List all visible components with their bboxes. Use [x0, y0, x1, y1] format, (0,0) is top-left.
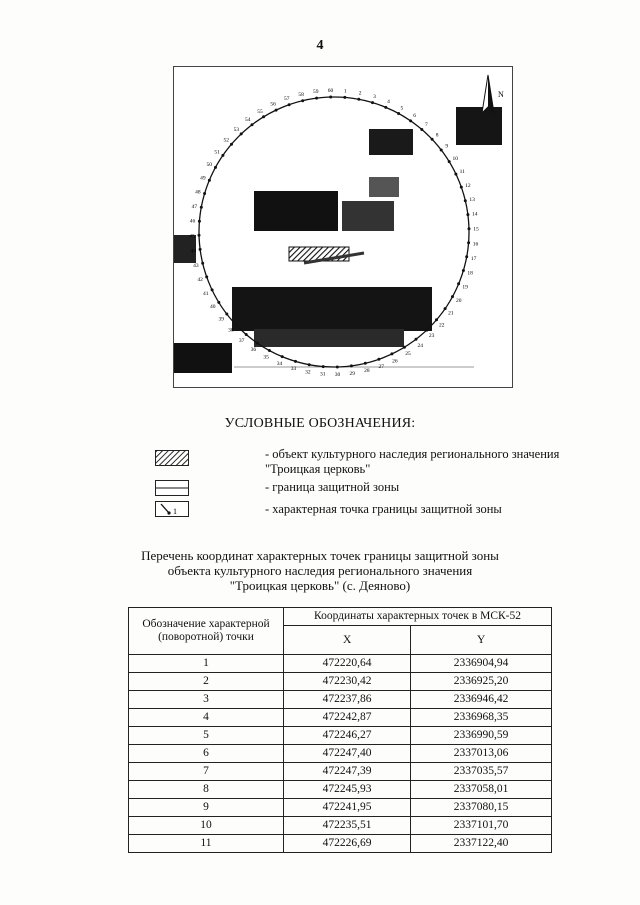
boundary-point-label: 26: [392, 358, 398, 365]
boundary-point: [211, 288, 214, 291]
table-cell-y: 2336968,35: [411, 709, 552, 727]
boundary-point: [329, 96, 332, 99]
boundary-point: [336, 366, 339, 369]
table-cell-y: 2336925,20: [411, 673, 552, 691]
map-building: [342, 201, 394, 231]
table-cell-y: 2336904,94: [411, 655, 552, 673]
boundary-point-label: 53: [233, 126, 240, 133]
boundary-point-label: 40: [210, 304, 216, 310]
boundary-point-label: 2: [358, 90, 362, 97]
coordinates-table: [128, 607, 552, 853]
boundary-point: [468, 227, 471, 230]
boundary-point-label: 34: [276, 361, 283, 368]
table-cell-n: 8: [129, 781, 284, 799]
boundary-point: [230, 143, 233, 146]
table-cell-y: 2337013,06: [411, 745, 552, 763]
table-cell-n: 2: [129, 673, 284, 691]
header-coordinates: Координаты характерных точек в МСК-52: [284, 608, 552, 626]
table-cell-n: 10: [129, 817, 284, 835]
map-building: [369, 177, 399, 197]
boundary-point: [364, 362, 367, 365]
map-building: [369, 129, 413, 155]
boundary-point: [256, 342, 259, 345]
boundary-point: [467, 241, 470, 244]
map-drawing: [174, 67, 512, 387]
boundary-point: [435, 318, 438, 321]
boundary-point-label: 29: [349, 370, 356, 377]
table-cell-x: 472245,93: [284, 781, 411, 799]
table-row: [129, 655, 552, 673]
table-row: [129, 817, 552, 835]
boundary-point-label: 41: [202, 290, 209, 297]
legend-text: - объект культурного наследия регионального значения "Троицкая церковь": [265, 447, 560, 476]
table-row: [129, 709, 552, 727]
boundary-point-label: 4: [387, 98, 390, 105]
table-cell-x: 472237,86: [284, 691, 411, 709]
boundary-point: [199, 248, 202, 251]
boundary-point-label: 15: [473, 226, 479, 233]
boundary-point-label: 7: [425, 122, 428, 129]
boundary-point-label: 39: [218, 316, 224, 323]
boundary-point: [288, 103, 291, 106]
legend-title: УСЛОВНЫЕ ОБОЗНАЧЕНИЯ:: [224, 416, 416, 431]
boundary-point: [409, 119, 412, 122]
boundary-point: [390, 352, 393, 355]
table-cell-y: 2337122,40: [411, 835, 552, 853]
boundary-point-label: 21: [448, 310, 454, 317]
table-row: [129, 763, 552, 781]
table-row: [129, 799, 552, 817]
boundary-point-label: 17: [470, 256, 477, 263]
boundary-point-label: 54: [244, 117, 251, 124]
legend-item-cultural-object: [155, 447, 560, 479]
boundary-point: [460, 186, 463, 189]
boundary-point: [251, 123, 254, 126]
table-row: [129, 727, 552, 745]
table-row: [129, 745, 552, 763]
boundary-point-label: 32: [305, 369, 311, 376]
boundary-point: [225, 313, 228, 316]
boundary-point: [322, 365, 325, 368]
boundary-point: [245, 333, 248, 336]
boundary-point-label: 49: [200, 175, 206, 182]
boundary-point-label: 18: [467, 270, 473, 277]
boundary-point: [425, 329, 428, 332]
map-building: [254, 191, 338, 231]
coordinates-table-body: [129, 655, 552, 853]
boundary-point-label: 60: [327, 88, 334, 94]
boundary-point-label: 52: [223, 137, 229, 144]
boundary-point-label: 3: [373, 93, 376, 100]
table-cell-n: 4: [129, 709, 284, 727]
table-cell-n: 3: [129, 691, 284, 709]
boundary-point-label: 48: [195, 189, 201, 196]
boundary-point-label: 46: [189, 218, 196, 225]
legend-item-point: [155, 500, 555, 520]
boundary-point: [200, 206, 203, 209]
boundary-point: [294, 360, 297, 363]
boundary-point-label: 58: [298, 91, 304, 98]
page-number: 4: [316, 38, 324, 53]
point-marker-swatch-icon: [155, 501, 189, 517]
boundary-point: [201, 262, 204, 265]
list-title-line: "Троицкая церковь" (с. Деяново): [229, 578, 411, 593]
boundary-point: [214, 166, 217, 169]
table-cell-x: 472247,39: [284, 763, 411, 781]
table-cell-n: 11: [129, 835, 284, 853]
boundary-point: [205, 275, 208, 278]
table-cell-x: 472247,40: [284, 745, 411, 763]
boundary-point-label: 9: [445, 143, 449, 150]
boundary-point-label: 56: [270, 101, 276, 108]
table-cell-y: 2337101,70: [411, 817, 552, 835]
protection-zone-map: [173, 66, 513, 388]
boundary-point-label: 23: [428, 333, 435, 340]
boundary-point-label: 37: [238, 337, 245, 344]
table-cell-x: 472235,51: [284, 817, 411, 835]
table-row: [129, 781, 552, 799]
point-symbol-label: 1: [173, 507, 177, 516]
legend-item-boundary: [155, 478, 555, 498]
boundary-point-label: 31: [319, 371, 326, 378]
map-cultural-object: [289, 247, 349, 261]
table-cell-x: 472241,95: [284, 799, 411, 817]
boundary-point-label: 6: [413, 113, 416, 120]
boundary-point: [308, 363, 311, 366]
boundary-point: [371, 101, 374, 104]
boundary-point: [281, 355, 284, 358]
boundary-point-label: 51: [214, 149, 220, 156]
boundary-point: [234, 323, 237, 326]
boundary-point-label: 44: [190, 248, 196, 255]
map-building: [174, 343, 232, 373]
boundary-point: [240, 132, 243, 135]
boundary-point-label: 47: [191, 203, 198, 210]
north-label: N: [498, 90, 504, 99]
boundary-point-label: 5: [400, 105, 404, 112]
boundary-point: [465, 255, 468, 258]
boundary-point: [420, 128, 423, 131]
table-cell-y: 2337080,15: [411, 799, 552, 817]
table-cell-y: 2337035,57: [411, 763, 552, 781]
boundary-point-label: 42: [197, 277, 203, 284]
boundary-point: [315, 97, 318, 100]
table-cell-n: 1: [129, 655, 284, 673]
boundary-point: [357, 98, 360, 101]
boundary-point: [217, 301, 220, 304]
boundary-point-label: 36: [250, 346, 257, 353]
boundary-point-label: 27: [378, 363, 384, 370]
map-building: [232, 287, 432, 331]
boundary-point: [462, 269, 465, 272]
table-cell-n: 5: [129, 727, 284, 745]
boundary-point: [198, 234, 201, 237]
boundary-point: [350, 364, 353, 367]
boundary-point-label: 8: [435, 132, 439, 139]
coordinates-list-title: [0, 548, 640, 593]
list-title-line: Перечень координат характерных точек границы защитной зоны: [141, 548, 499, 563]
table-cell-y: 2337058,01: [411, 781, 552, 799]
boundary-point: [384, 106, 387, 109]
boundary-point-label: 50: [206, 162, 213, 169]
boundary-point-label: 59: [312, 89, 319, 96]
boundary-point: [397, 112, 400, 115]
boundary-point: [275, 109, 278, 112]
boundary-point: [301, 99, 304, 102]
boundary-point: [457, 282, 460, 285]
boundary-point: [208, 179, 211, 182]
boundary-point: [377, 358, 380, 361]
boundary-point: [440, 149, 443, 152]
map-building: [456, 107, 502, 145]
boundary-point: [203, 192, 206, 195]
legend-text: - граница защитной зоны: [265, 480, 400, 494]
boundary-point-label: 38: [228, 327, 234, 334]
legend-text: - характерная точка границы защитной зоны: [265, 502, 502, 516]
table-cell-y: 2336946,42: [411, 691, 552, 709]
boundary-point: [415, 338, 418, 341]
map-building: [254, 329, 404, 347]
table-cell-x: 472230,42: [284, 673, 411, 691]
boundary-point-label: 1: [343, 88, 347, 95]
boundary-point: [268, 349, 271, 352]
boundary-point: [454, 173, 457, 176]
table-cell-y: 2336990,59: [411, 727, 552, 745]
table-row: [129, 691, 552, 709]
boundary-point: [466, 213, 469, 216]
table-row: [129, 673, 552, 691]
boundary-point-label: 35: [263, 354, 269, 361]
boundary-point-label: 16: [472, 241, 479, 248]
boundary-point-label: 25: [405, 351, 411, 358]
boundary-line-swatch-icon: [155, 480, 189, 496]
boundary-point-label: 22: [439, 322, 445, 329]
table-cell-x: 472242,87: [284, 709, 411, 727]
boundary-point-label: 30: [334, 372, 341, 378]
boundary-point-label: 28: [364, 368, 370, 375]
boundary-point-label: 24: [417, 342, 424, 349]
boundary-point-label: 19: [462, 284, 468, 291]
boundary-point-label: 57: [284, 96, 290, 103]
boundary-point-label: 20: [455, 297, 462, 304]
boundary-point: [451, 295, 454, 298]
boundary-point: [464, 199, 467, 202]
table-cell-x: 472220,64: [284, 655, 411, 673]
table-cell-n: 6: [129, 745, 284, 763]
boundary-point-label: 45: [189, 233, 195, 240]
boundary-point: [198, 220, 201, 223]
boundary-point: [448, 160, 451, 163]
boundary-point-label: 12: [465, 182, 471, 189]
hatched-swatch-icon: [155, 450, 189, 466]
table-cell-x: 472226,69: [284, 835, 411, 853]
boundary-point-label: 43: [193, 262, 199, 269]
boundary-point-label: 33: [290, 366, 297, 373]
boundary-point-label: 11: [459, 169, 465, 176]
header-point-designation: Обозначение характерной (поворотной) точки: [129, 608, 284, 655]
header-y: Y: [411, 626, 552, 655]
boundary-point-label: 13: [469, 197, 475, 204]
boundary-point: [403, 346, 406, 349]
boundary-point-label: 10: [452, 156, 458, 162]
header-x: X: [284, 626, 411, 655]
boundary-point: [221, 154, 224, 157]
table-cell-n: 7: [129, 763, 284, 781]
map-buildings: [174, 107, 502, 373]
list-title-line: объекта культурного наследия регионального значения: [167, 563, 473, 578]
boundary-point: [431, 138, 434, 141]
table-cell-n: 9: [129, 799, 284, 817]
boundary-point-label: 14: [472, 211, 478, 218]
boundary-point: [262, 115, 265, 118]
boundary-point: [343, 96, 346, 99]
table-row: [129, 835, 552, 853]
boundary-point: [444, 307, 447, 310]
boundary-point-label: 55: [257, 108, 263, 115]
table-cell-x: 472246,27: [284, 727, 411, 745]
